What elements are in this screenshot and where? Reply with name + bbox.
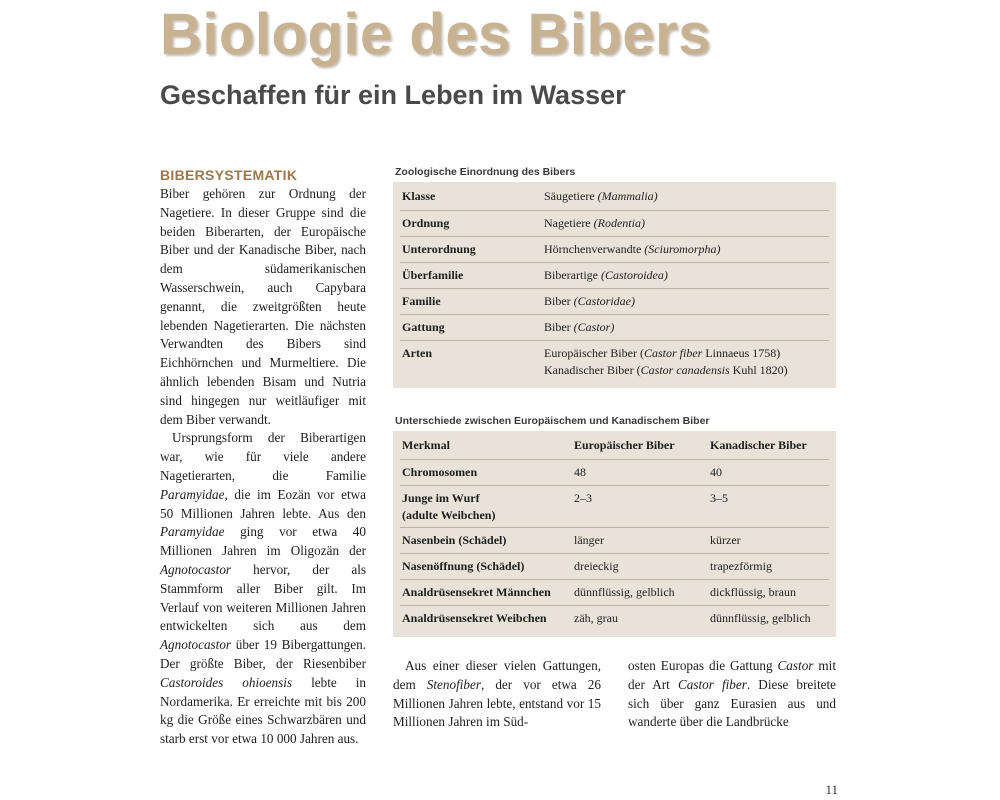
table-row (400, 210, 829, 236)
table-row (400, 579, 829, 605)
text-span: . Diese breitete sich über ganz Eurasien aus und wanderte über die Landbrücke (628, 676, 836, 730)
row-label (400, 485, 572, 527)
table-row (400, 605, 829, 631)
value-text: Hörnchenverwandte (544, 241, 645, 256)
paragraph-intro: Biber gehören zur Ordnung der Nagetiere. In dieser Gruppe sind die beiden Biberarten, der Europäische Biber und der Kanadische Biber, nach dem südamerikanischen Wasserschwein, auch Capybara genannt, die zweitgrößten heute lebenden Nagetierarten. Die nächsten Verwandten des Bibers sind Eichhörnchen und Murmeltiere. Die ähnlich lebenden Bisam und Nutria sind hingegen nur weitläufiger mit dem Biber verwandt. (160, 186, 366, 427)
row-label: Nasenöffnung (Schädel) (400, 553, 572, 579)
row-label: Analdrüsensekret Männchen (400, 579, 572, 605)
latin-name: Castor fiber (643, 345, 703, 360)
paragraph-genus (393, 657, 601, 732)
table-row (400, 459, 829, 485)
paragraph-castor (628, 657, 836, 732)
row-value (542, 236, 829, 262)
cell-european: zäh, grau (574, 610, 618, 625)
table-header-row (400, 433, 829, 459)
text-span: ging vor etwa 40 Millionen Jahren im Oligozän der (160, 524, 366, 559)
row-label: Gattung (400, 314, 542, 340)
left-text-column (160, 185, 366, 749)
italic-term: Castor (777, 658, 814, 673)
column-header: Kanadischer Biber (708, 433, 829, 459)
latin-name: (Rodentia) (593, 215, 645, 230)
italic-term: Stenofiber (426, 676, 481, 692)
table-row (400, 553, 829, 579)
text-span: , der vor etwa 26 Millionen Jahren lebte, entstand vor 15 Millionen Jahren im Süd- (393, 676, 601, 730)
cell-european: 2–3 (572, 485, 708, 527)
row-label: Analdrüsensekret Weibchen (402, 610, 547, 625)
row-label: Arten (402, 345, 432, 360)
row-label: Klasse (400, 184, 542, 210)
cell-european: länger (572, 527, 708, 553)
latin-name: Castor canadensis (640, 363, 730, 377)
page-number: 11 (825, 782, 838, 797)
cell-european: 48 (572, 459, 708, 485)
latin-name: (Sciuromorpha) (644, 241, 721, 256)
value-text: Kuhl 1820) (729, 363, 788, 377)
text-span: mit der Art (628, 658, 836, 692)
italic-term: Castoroides ohioensis (160, 674, 293, 690)
latin-name: (Mammalia) (597, 189, 658, 203)
italic-term: Paramyidae (160, 486, 225, 502)
table-row (400, 340, 829, 382)
column-header: Merkmal (400, 433, 572, 459)
value-text: Linnaeus 1758) (702, 345, 781, 360)
page-title: Biologie des Bibers (160, 2, 711, 67)
cell-canadian: 3–5 (708, 485, 829, 527)
cell-canadian: dickflüssig, braun (708, 579, 829, 605)
value-text: Kanadischer Biber ( (544, 363, 641, 377)
column-header: Europäischer Biber (572, 433, 708, 459)
comparison-table (400, 433, 829, 631)
row-value (542, 314, 829, 340)
italic-term: Castor fiber (677, 676, 747, 692)
text-span: über 19 Bibergattungen. Der größte Biber, der Riesenbiber (160, 637, 366, 671)
italic-term: Paramyidae (160, 524, 225, 540)
table-row (400, 485, 829, 527)
row-value (542, 262, 829, 288)
italic-term: Agnotocastor (160, 561, 232, 577)
table2-caption: Unterschiede zwischen Europäischem und Kanadischem Biber (395, 415, 710, 427)
row-label: Ordnung (400, 210, 542, 236)
table-row (400, 262, 829, 288)
bottom-text-column-2 (628, 657, 836, 732)
table-row (400, 288, 829, 314)
classification-table-box (393, 182, 836, 388)
comparison-table-box (393, 431, 836, 637)
row-label: Überfamilie (400, 262, 542, 288)
page-subtitle: Geschaffen für ein Leben im Wasser (160, 80, 626, 110)
text-span: lebte in Nordamerika. Er erreichte mit bis 200 kg die Größe eines Schwarzbären und starb erst vor etwa 10 000 Jahren aus. (160, 674, 366, 747)
label-line: (adulte Weibchen) (402, 508, 496, 522)
table1-caption: Zoologische Einordnung des Bibers (395, 166, 576, 178)
value-text: Biber (544, 319, 574, 334)
value-text: Nagetiere (544, 215, 594, 230)
cell-european: dünnflüssig, gelblich (572, 579, 708, 605)
text-span: osten Europas die Gattung (628, 658, 778, 673)
latin-name: (Castor) (573, 319, 615, 334)
classification-table (400, 184, 829, 382)
value-text: Europäischer Biber ( (544, 345, 644, 360)
row-label: Chromosomen (400, 459, 572, 485)
label-line: Junge im Wurf (402, 490, 480, 505)
row-label: Unterordnung (400, 236, 542, 262)
row-value (542, 288, 829, 314)
row-label: Nasenbein (Schädel) (400, 527, 572, 553)
paragraph-origin (160, 429, 366, 749)
latin-name: (Castoroidea) (600, 267, 668, 282)
bottom-text-column-1 (393, 657, 601, 732)
text-span: Ursprungsform der Biberartigen war, wie für viele andere Nagetierarten, die Familie (160, 430, 366, 483)
text-span: hervor, der als Stammform aller Biber gilt. Im Verlauf von weiteren Millionen Jahren entwickelten sich aus dem (160, 561, 366, 634)
table-row (400, 184, 829, 210)
row-label: Familie (400, 288, 542, 314)
text-span: Aus einer dieser vielen Gattungen, dem (393, 658, 601, 692)
value-text: Biber (544, 293, 574, 308)
cell-canadian: dünnflüssig, gelblich (710, 610, 811, 625)
table-row (400, 236, 829, 262)
value-text: Biberartige (544, 267, 601, 282)
italic-term: Agnotocastor (160, 637, 232, 653)
row-value (542, 340, 829, 382)
text-span: , die im Eozän vor etwa 50 Millionen Jahren lebte. Aus den (160, 486, 366, 521)
row-value (542, 210, 829, 236)
cell-canadian: trapezförmig (708, 553, 829, 579)
value-text: Säugetiere (544, 189, 598, 203)
cell-canadian: kürzer (708, 527, 829, 553)
table-row (400, 527, 829, 553)
latin-name: (Castoridae) (573, 293, 636, 308)
row-value (542, 184, 829, 210)
section-heading: BIBERSYSTEMATIK (160, 167, 298, 183)
table-row (400, 314, 829, 340)
cell-european: dreieckig (572, 553, 708, 579)
cell-canadian: 40 (708, 459, 829, 485)
